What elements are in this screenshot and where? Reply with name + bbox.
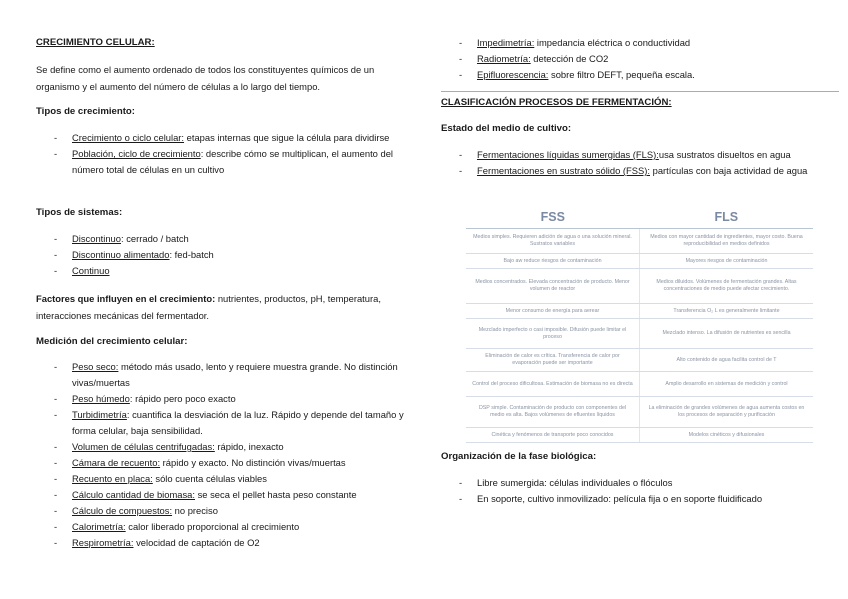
list-item: - Radiometría: detección de CO2 [459, 53, 609, 64]
item-term: Cálculo cantidad de biomasa: [72, 489, 195, 500]
list-item: - Recuento en placa: sólo cuenta células viables [54, 473, 267, 484]
table-cell: DSP simple. Contaminación de producto con componentes del medio es alta. Bajos volúmenes de efluentes líquidos [466, 397, 640, 427]
table-cell: Mezclado intenso. La difusión de nutrientes es sencilla [662, 330, 791, 336]
list-tipos-sistemas [36, 231, 411, 279]
list-tipos-crecimiento [36, 130, 411, 178]
item-term: Cálculo de compuestos: [72, 505, 173, 516]
table-cell: Mezclado imperfecto o casi imposible. Difusión puede limitar el proceso [466, 319, 640, 348]
item-term: Respirometría: [72, 537, 134, 548]
item-term: Cámara de recuento: [72, 457, 161, 468]
item-desc: : cerrado / batch [121, 233, 189, 244]
header-fls: FLS [714, 210, 739, 224]
heading-tipos-sistemas: Tipos de sistemas: [36, 207, 123, 218]
item-desc: método más usado, lento y requiere muestra grande. No distinción vivas/muertas [72, 361, 398, 388]
definition-paragraph: Se define como el aumento ordenado de todos los constituyentes químicos de un organismo y el aumento del número de células a lo largo del tiempo. [36, 64, 375, 92]
list-item: - En soporte, cultivo inmovilizado: película fija o en soporte fluidificado [459, 493, 763, 504]
list-item: - Fermentaciones en sustrato sólido (FSS): partículas con baja actividad de agua [459, 165, 808, 176]
list-item: - Volumen de células centrifugadas: rápido, inexacto [54, 441, 284, 452]
table-cell: Control del proceso dificultosa. Estimación de biomasa no es directa [466, 372, 640, 396]
list-item: - Crecimiento o ciclo celular: etapas internas que sigue la célula para dividirse [54, 132, 390, 143]
item-desc: : fed-batch [169, 249, 214, 260]
item-term: Discontinuo [72, 233, 121, 244]
item-desc: usa sustratos disueltos en agua [658, 149, 791, 160]
item-term: Epifluorescencia: [477, 69, 549, 80]
item-desc: rápido, inexacto [214, 441, 284, 452]
table-row [466, 349, 813, 372]
table-row [466, 397, 813, 428]
list-item: - Epifluorescencia: sobre filtro DEFT, pequeña escala. [459, 69, 695, 80]
list-item: - Continuo [54, 265, 110, 276]
list-item: - Peso húmedo: rápido pero poco exacto [54, 393, 236, 404]
table-cell: Mayores riesgos de contaminación [685, 257, 768, 264]
list-item: - Turbidimetría: cuantifica la desviación de la luz. Rápido y depende del tamaño y forma celular, baja sensibilidad. [54, 409, 404, 436]
heading-tipos-crecimiento: Tipos de crecimiento: [36, 106, 135, 117]
list-fase-biologica [441, 475, 841, 507]
item-desc: rápido y exacto. No distinción vivas/muertas [160, 457, 346, 468]
table-cell: Amplio desarrollo en sistemas de medición y control [665, 380, 788, 387]
list-item: - Discontinuo alimentado: fed-batch [54, 249, 214, 260]
table-cell: Medios concentrados. Elevada concentración de producto. Menor volumen de reactor [466, 269, 640, 303]
table-header [466, 206, 813, 229]
item-term: Crecimiento o ciclo celular: [72, 132, 185, 143]
list-item: - Calorimetría: calor liberado proporcional al crecimiento [54, 521, 300, 532]
section-title-fermentacion: CLASIFICACIÓN PROCESOS DE FERMENTACIÓN: [441, 97, 672, 108]
item-term: Peso húmedo [72, 393, 130, 404]
list-item: - Población, ciclo de crecimiento: describe cómo se multiplican, el aumento del número total de células en un cultivo [54, 148, 394, 175]
list-item: - Respirometría: velocidad de captación de O2 [54, 537, 260, 548]
item-text: Libre sumergida: células individuales o flóculos [477, 477, 673, 488]
table-row [466, 304, 813, 319]
item-term: Calorimetría: [72, 521, 126, 532]
header-fss: FSS [540, 210, 565, 224]
list-item: - Cálculo de compuestos: no preciso [54, 505, 218, 516]
item-term: Impedimetría: [477, 37, 535, 48]
item-term: Fermentaciones líquidas sumergidas (FLS): [477, 149, 659, 160]
list-medicion-continuacion [441, 35, 841, 83]
list-item: - Libre sumergida: células individuales o flóculos [459, 477, 673, 488]
item-desc: partículas con baja actividad de agua [650, 165, 808, 176]
item-term: Fermentaciones en sustrato sólido (FSS): [477, 165, 650, 176]
item-desc: se seca el pellet hasta peso constante [195, 489, 357, 500]
list-item: - Peso seco: método más usado, lento y requiere muestra grande. No distinción vivas/muertas [54, 361, 398, 388]
table-cell: Modelos cinéticos y difusionales [688, 431, 765, 438]
factors-text: nutrientes, productos, pH, temperatura, interacciones mecánicas del fermentador. [36, 293, 381, 321]
list-item: - Discontinuo: cerrado / batch [54, 233, 189, 244]
item-term: Continuo [72, 265, 110, 276]
item-desc: calor liberado proporcional al crecimiento [125, 521, 300, 532]
table-cell: Cinética y fenómenos de transporte poco conocidos [466, 428, 640, 442]
item-desc: velocidad de captación de O2 [133, 537, 260, 548]
section-title-crecimiento: CRECIMIENTO CELULAR: [36, 37, 155, 48]
table-cell: Menor consumo de energía para aerear [466, 304, 640, 318]
item-term: Población, ciclo de crecimiento [72, 148, 201, 159]
item-desc: : cuantifica la desviación de la luz. Rápido y depende del tamaño y forma celular, baja sensibilidad. [72, 409, 404, 436]
comparison-table [466, 206, 813, 438]
table-row [466, 319, 813, 349]
item-term: Recuento en placa: [72, 473, 153, 484]
factors-label: Factores que influyen en el crecimiento: [36, 293, 216, 304]
list-item: - Fermentaciones líquidas sumergidas (FLS):usa sustratos disueltos en agua [459, 149, 791, 160]
factors-paragraph [36, 291, 411, 324]
item-desc: sólo cuenta células viables [152, 473, 267, 484]
list-estado-medio [441, 147, 831, 179]
heading-medicion: Medición del crecimiento celular: [36, 336, 188, 347]
table-cell: Alto contenido de agua facilita control de T [676, 356, 777, 363]
item-text: En soporte, cultivo inmovilizado: película fija o en soporte fluidificado [477, 493, 763, 504]
item-desc: : describe cómo se multiplican, el aumento del número total de células en un cultivo [72, 148, 394, 175]
table-row [466, 229, 813, 254]
table-cell: Medios diluidos. Volúmenes de fermentación grandes. Altas concentraciones de medio puede afectar crecimiento. [656, 279, 797, 292]
table-cell: Medios con mayor cantidad de ingredientes, mayor costo. Buena reproducibilidad en medios definidos [650, 234, 803, 247]
list-medicion [36, 359, 411, 551]
table-cell: La eliminación de grandes volúmenes de agua aumenta costos en los procesos de separación y purificación [648, 405, 805, 418]
list-item: - Cálculo cantidad de biomasa: se seca el pellet hasta peso constante [54, 489, 357, 500]
section-divider [441, 91, 839, 92]
table-row [466, 372, 813, 397]
list-item: - Impedimetría: impedancia eléctrica o conductividad [459, 37, 691, 48]
list-item: - Cámara de recuento: rápido y exacto. No distinción vivas/muertas [54, 457, 346, 468]
item-term: Radiometría: [477, 53, 531, 64]
item-desc: : rápido pero poco exacto [129, 393, 236, 404]
table-cell: Medios simples. Requieren adición de agua o una solución mineral. Sustratos variables [466, 229, 640, 253]
table-row [466, 269, 813, 304]
table-row [466, 254, 813, 269]
table-cell: Eliminación de calor es crítica. Transferencia de calor por evaporación puede ser importante [466, 349, 640, 371]
item-desc: impedancia eléctrica o conductividad [534, 37, 691, 48]
item-term: Discontinuo alimentado [72, 249, 170, 260]
heading-fase-biologica: Organización de la fase biológica: [441, 451, 597, 462]
table-row [466, 428, 813, 443]
item-term: Turbidimetría [72, 409, 127, 420]
table-cell: Bajo aw reduce riesgos de contaminación [466, 254, 640, 268]
item-term: Peso seco: [72, 361, 119, 372]
table-cell: Transferencia O₂ L es generalmente limitante [673, 307, 780, 314]
item-desc: etapas internas que sigue la célula para dividirse [184, 132, 390, 143]
item-term: Volumen de células centrifugadas: [72, 441, 215, 452]
item-desc: no preciso [172, 505, 218, 516]
heading-estado-medio: Estado del medio de cultivo: [441, 123, 572, 134]
item-desc: detección de CO2 [530, 53, 609, 64]
item-desc: sobre filtro DEFT, pequeña escala. [548, 69, 695, 80]
